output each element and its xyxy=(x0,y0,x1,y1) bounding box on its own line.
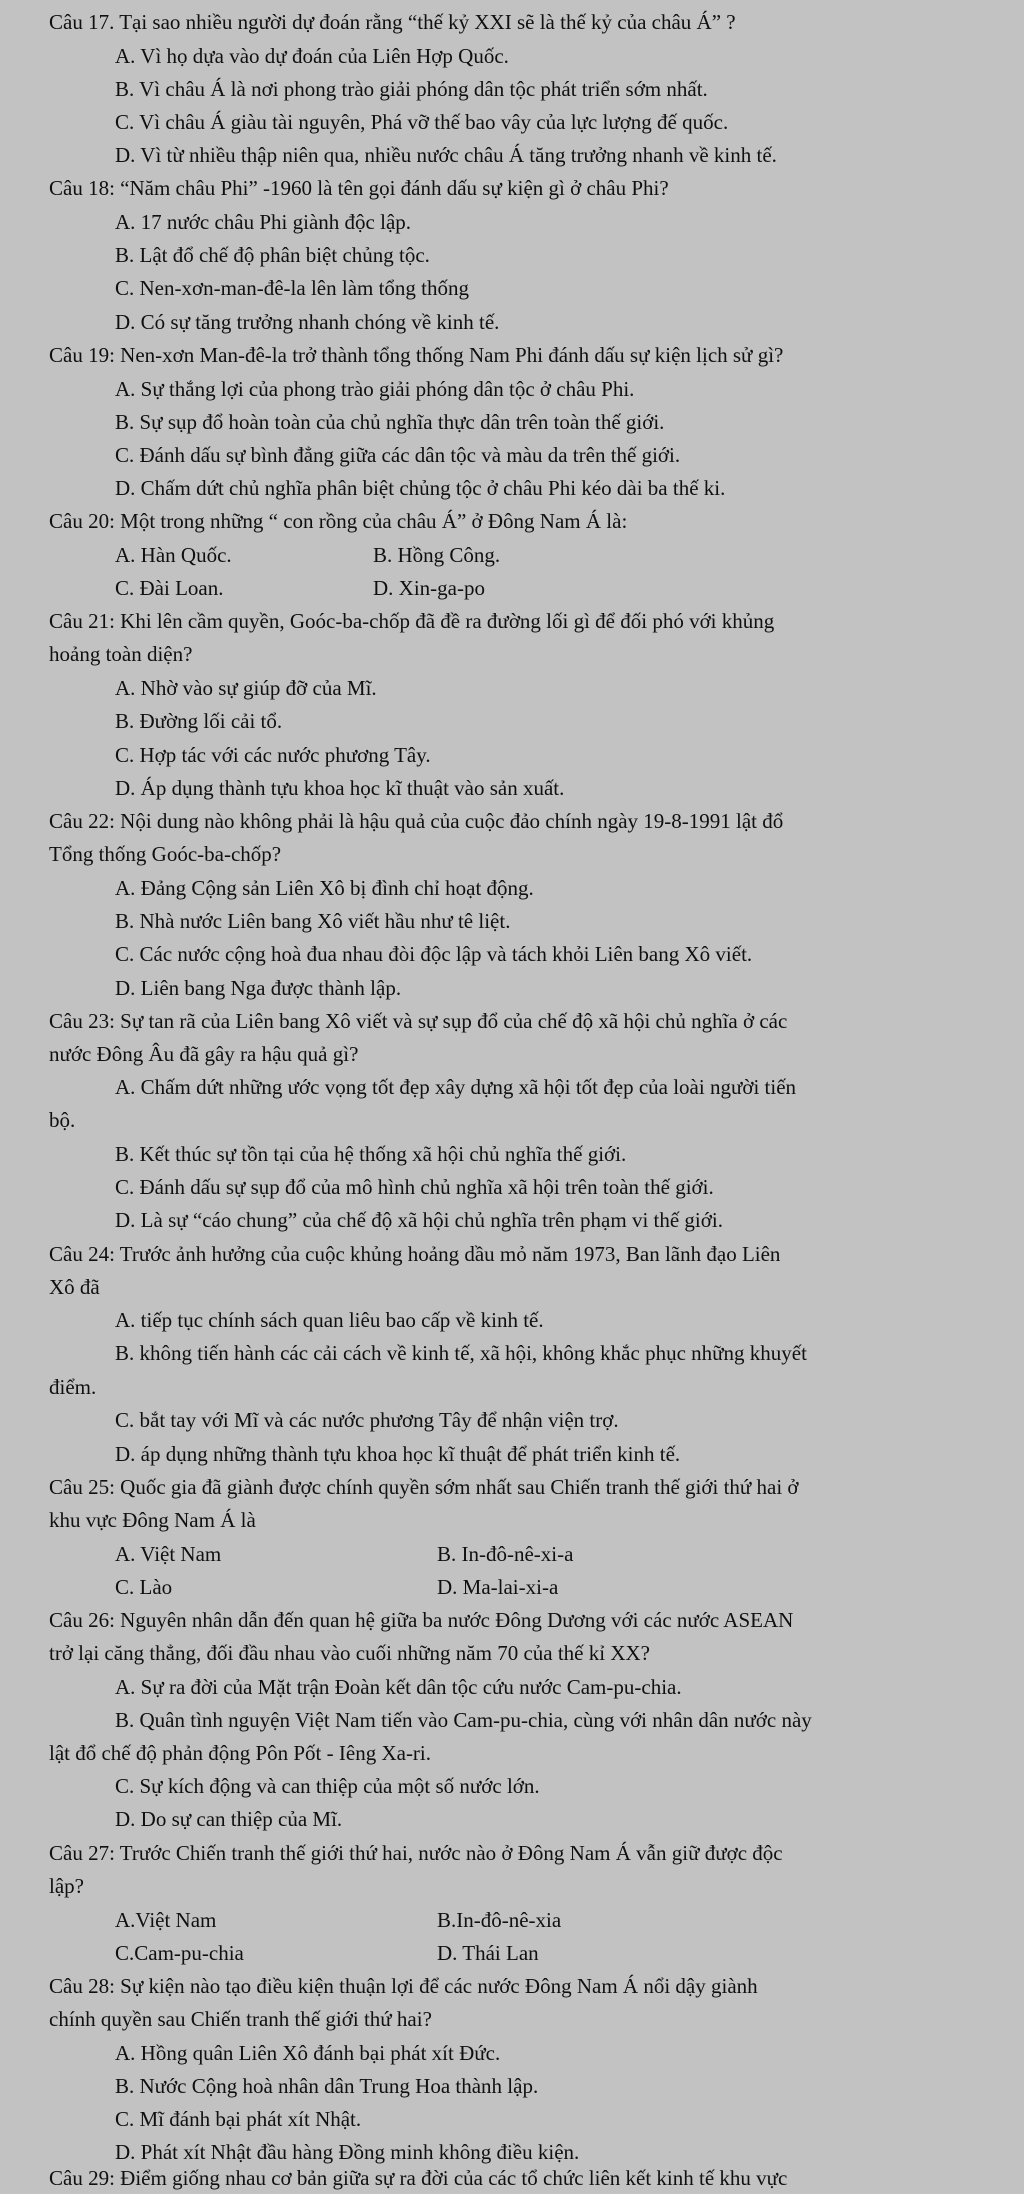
q24-option-b: B. không tiến hành các cải cách về kinh tế, xã hội, không khắc phục những khuyết xyxy=(115,1341,807,1365)
q23-option-b: B. Kết thúc sự tồn tại của hệ thống xã hội chủ nghĩa thế giới. xyxy=(115,1142,627,1166)
question-27: Câu 27: Trước Chiến tranh thế giới thứ hai, nước nào ở Đông Nam Á vẫn giữ được độc xyxy=(49,1841,783,1865)
question-28-cont: chính quyền sau Chiến tranh thế giới thứ hai? xyxy=(49,2007,432,2031)
q27-option-b: B.In-đô-nê-xia xyxy=(437,1908,562,1932)
q23-option-d: D. Là sự “cáo chung” của chế độ xã hội chủ nghĩa trên phạm vi thế giới. xyxy=(115,1208,723,1232)
q22-option-b: B. Nhà nước Liên bang Xô viết hầu như tê liệt. xyxy=(115,909,511,933)
q26-option-c: C. Sự kích động và can thiệp của một số nước lớn. xyxy=(115,1774,540,1798)
q21-option-c: C. Hợp tác với các nước phương Tây. xyxy=(115,743,431,767)
question-26-cont: trở lại căng thẳng, đối đầu nhau vào cuối những năm 70 của thế kỉ XX? xyxy=(49,1641,650,1665)
question-28: Câu 28: Sự kiện nào tạo điều kiện thuận lợi để các nước Đông Nam Á nổi dậy giành xyxy=(49,1974,758,1998)
q26-option-d: D. Do sự can thiệp của Mĩ. xyxy=(115,1807,343,1831)
q26-option-a: A. Sự ra đời của Mặt trận Đoàn kết dân tộc cứu nước Cam-pu-chia. xyxy=(115,1675,682,1699)
q24-option-b-cont: điểm. xyxy=(49,1375,97,1399)
q22-option-c: C. Các nước cộng hoà đua nhau đòi độc lập và tách khỏi Liên bang Xô viết. xyxy=(115,942,753,966)
question-26: Câu 26: Nguyên nhân dẫn đến quan hệ giữa ba nước Đông Dương với các nước ASEAN xyxy=(49,1608,794,1632)
q17-option-d: D. Vì từ nhiều thập niên qua, nhiều nước châu Á tăng trưởng nhanh về kinh tế. xyxy=(115,143,777,167)
question-27-cont: lập? xyxy=(49,1874,84,1898)
q27-option-d: D. Thái Lan xyxy=(437,1941,539,1965)
q17-option-a: A. Vì họ dựa vào dự đoán của Liên Hợp Quốc. xyxy=(115,44,509,68)
q19-option-d: D. Chấm dứt chủ nghĩa phân biệt chủng tộc ở châu Phi kéo dài ba thế ki. xyxy=(115,476,726,500)
question-18: Câu 18: “Năm châu Phi” -1960 là tên gọi đánh dấu sự kiện gì ở châu Phi? xyxy=(49,176,669,200)
q21-option-a: A. Nhờ vào sự giúp đỡ của Mĩ. xyxy=(115,676,377,700)
q20-option-c: C. Đài Loan. xyxy=(115,576,224,600)
q18-option-d: D. Có sự tăng trưởng nhanh chóng về kinh tế. xyxy=(115,310,500,334)
question-24-cont: Xô đã xyxy=(49,1275,100,1299)
question-23-cont: nước Đông Âu đã gây ra hậu quả gì? xyxy=(49,1042,359,1066)
question-20: Câu 20: Một trong những “ con rồng của châu Á” ở Đông Nam Á là: xyxy=(49,509,628,533)
q17-option-b: B. Vì châu Á là nơi phong trào giải phóng dân tộc phát triển sớm nhất. xyxy=(115,77,708,101)
q23-option-c: C. Đánh dấu sự sụp đổ của mô hình chủ nghĩa xã hội trên toàn thế giới. xyxy=(115,1175,714,1199)
q28-option-c: C. Mĩ đánh bại phát xít Nhật. xyxy=(115,2107,362,2131)
q19-option-b: B. Sự sụp đổ hoàn toàn của chủ nghĩa thực dân trên toàn thế giới. xyxy=(115,410,665,434)
q25-option-b: B. In-đô-nê-xi-a xyxy=(437,1542,574,1566)
question-21-cont: hoảng toàn diện? xyxy=(49,642,193,666)
q26-option-b: B. Quân tình nguyện Việt Nam tiến vào Cam-pu-chia, cùng với nhân dân nước này xyxy=(115,1708,812,1732)
q27-option-a: A.Việt Nam xyxy=(115,1908,217,1932)
q23-option-a: A. Chấm dứt những ước vọng tốt đẹp xây dựng xã hội tốt đẹp của loài người tiến xyxy=(115,1075,797,1099)
q22-option-a: A. Đảng Cộng sản Liên Xô bị đình chỉ hoạt động. xyxy=(115,876,534,900)
q21-option-d: D. Áp dụng thành tựu khoa học kĩ thuật vào sản xuất. xyxy=(115,776,565,800)
question-17: Câu 17. Tại sao nhiều người dự đoán rằng “thế kỷ XXI sẽ là thế kỷ của châu Á” ? xyxy=(49,10,736,34)
q23-option-a-cont: bộ. xyxy=(49,1108,76,1132)
question-25: Câu 25: Quốc gia đã giành được chính quyền sớm nhất sau Chiến tranh thế giới thứ hai ở xyxy=(49,1475,799,1499)
q20-option-a: A. Hàn Quốc. xyxy=(115,543,232,567)
q27-option-c: C.Cam-pu-chia xyxy=(115,1941,244,1965)
q24-option-d: D. áp dụng những thành tựu khoa học kĩ thuật để phát triển kinh tế. xyxy=(115,1442,681,1466)
q18-option-a: A. 17 nước châu Phi giành độc lập. xyxy=(115,210,412,234)
q28-option-b: B. Nước Cộng hoà nhân dân Trung Hoa thành lập. xyxy=(115,2074,539,2098)
q18-option-c: C. Nen-xơn-man-đê-la lên làm tổng thống xyxy=(115,276,470,300)
q26-option-b-cont: lật đổ chế độ phản động Pôn Pốt - Iêng Xa-ri. xyxy=(49,1741,432,1765)
q21-option-b: B. Đường lối cải tổ. xyxy=(115,709,283,733)
question-22: Câu 22: Nội dung nào không phải là hậu quả của cuộc đảo chính ngày 19-8-1991 lật đổ xyxy=(49,809,784,833)
question-25-cont: khu vực Đông Nam Á là xyxy=(49,1508,256,1532)
question-22-cont: Tổng thống Goóc-ba-chốp? xyxy=(49,842,282,866)
q25-option-c: C. Lào xyxy=(115,1575,173,1599)
question-24: Câu 24: Trước ảnh hưởng của cuộc khủng hoảng dầu mỏ năm 1973, Ban lãnh đạo Liên xyxy=(49,1242,781,1266)
q20-option-b: B. Hồng Công. xyxy=(373,543,501,567)
question-21: Câu 21: Khi lên cầm quyền, Goóc-ba-chốp đã đề ra đường lối gì để đối phó với khủng xyxy=(49,609,775,633)
q25-option-a: A. Việt Nam xyxy=(115,1542,222,1566)
q19-option-c: C. Đánh dấu sự bình đẳng giữa các dân tộc và màu da trên thế giới. xyxy=(115,443,681,467)
q28-option-d: D. Phát xít Nhật đầu hàng Đồng minh không điều kiện. xyxy=(115,2140,580,2164)
question-23: Câu 23: Sự tan rã của Liên bang Xô viết và sự sụp đổ của chế độ xã hội chủ nghĩa ở các xyxy=(49,1009,788,1033)
q17-option-c: C. Vì châu Á giàu tài nguyên, Phá vỡ thế bao vây của lực lượng đế quốc. xyxy=(115,110,729,134)
question-19: Câu 19: Nen-xơn Man-đê-la trở thành tổng thống Nam Phi đánh dấu sự kiện lịch sử gì? xyxy=(49,343,784,367)
q19-option-a: A. Sự thắng lợi của phong trào giải phóng dân tộc ở châu Phi. xyxy=(115,377,635,401)
q18-option-b: B. Lật đổ chế độ phân biệt chủng tộc. xyxy=(115,243,430,267)
q24-option-a: A. tiếp tục chính sách quan liêu bao cấp về kinh tế. xyxy=(115,1308,544,1332)
q22-option-d: D. Liên bang Nga được thành lập. xyxy=(115,976,402,1000)
question-29-partial: Câu 29: Điểm giống nhau cơ bản giữa sự ra đời của các tổ chức liên kết kinh tế khu vực xyxy=(49,2166,788,2190)
q24-option-c: C. bắt tay với Mĩ và các nước phương Tây để nhận viện trợ. xyxy=(115,1408,619,1432)
q20-option-d: D. Xin-ga-po xyxy=(373,576,485,600)
q28-option-a: A. Hồng quân Liên Xô đánh bại phát xít Đức. xyxy=(115,2041,501,2065)
q25-option-d: D. Ma-lai-xi-a xyxy=(437,1575,559,1599)
